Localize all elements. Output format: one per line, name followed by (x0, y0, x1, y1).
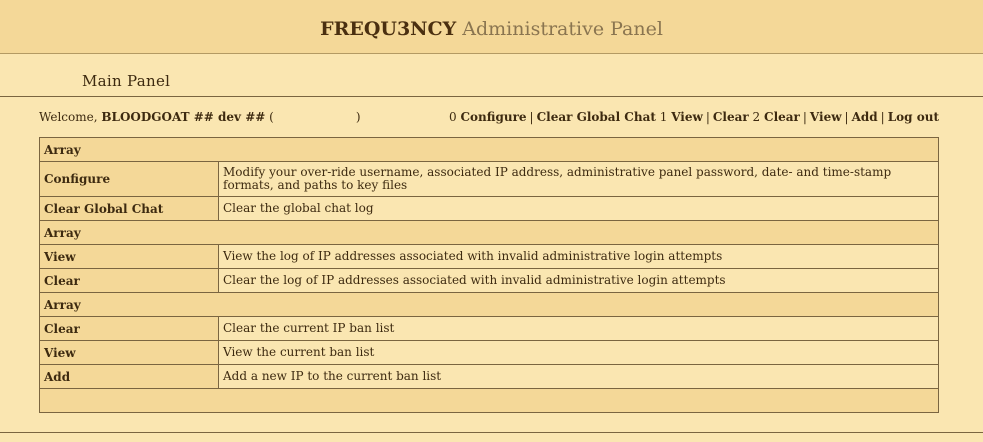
divider-top (0, 96, 983, 97)
nav-separator: | (880, 110, 885, 124)
admin-actions-table (39, 137, 939, 413)
nav-count-2: 2 (752, 110, 761, 124)
section-header: Array (40, 138, 939, 162)
nav-separator: | (529, 110, 534, 124)
nav-configure-link[interactable]: Configure (460, 110, 527, 124)
welcome-username: BLOODGOAT ## dev ## (101, 110, 266, 124)
table-row (40, 341, 939, 365)
nav-clear-ban-list-link[interactable]: Clear (764, 110, 800, 124)
nav-count-1: 1 (659, 110, 668, 124)
action-clear-global-chat[interactable]: Clear Global Chat (40, 197, 219, 221)
nav-clear-login-log-link[interactable]: Clear (712, 110, 749, 124)
table-footer (40, 389, 939, 413)
nav-separator: | (705, 110, 710, 124)
action-description: Clear the global chat log (219, 197, 939, 221)
table-row (40, 293, 939, 317)
action-view-ban-list[interactable]: View (40, 341, 219, 365)
table-row (40, 245, 939, 269)
action-view-login-log[interactable]: View (40, 245, 219, 269)
welcome-prefix: Welcome, (39, 110, 98, 124)
welcome-close-paren: ) (355, 110, 361, 124)
welcome-open-paren: ( (269, 110, 274, 124)
header-subtitle: Administrative Panel (462, 18, 663, 40)
action-configure[interactable]: Configure (40, 162, 219, 197)
nav-add-ban-link[interactable]: Add (851, 110, 878, 124)
section-header: Array (40, 221, 939, 245)
action-description: Add a new IP to the current ban list (219, 365, 939, 389)
action-description: Clear the current IP ban list (219, 317, 939, 341)
nav-separator: | (844, 110, 849, 124)
action-description: View the log of IP addresses associated with invalid administrative login attempts (219, 245, 939, 269)
nav-logout-link[interactable]: Log out (887, 110, 939, 124)
divider-bottom (0, 432, 983, 433)
section-header: Array (40, 293, 939, 317)
page-header (0, 0, 983, 54)
nav-view-ban-list-link[interactable]: View (809, 110, 842, 124)
table-row (40, 317, 939, 341)
action-clear-ban-list[interactable]: Clear (40, 317, 219, 341)
welcome-message (39, 110, 361, 124)
nav-count-0: 0 (448, 110, 457, 124)
action-description: View the current ban list (219, 341, 939, 365)
table-row (40, 197, 939, 221)
table-footer-row (40, 389, 939, 413)
table-row (40, 365, 939, 389)
action-description: Modify your over-ride username, associated IP address, administrative panel password, date- and time-stamp formats, and paths to key files (219, 162, 939, 197)
action-description: Clear the log of IP addresses associated with invalid administrative login attempts (219, 269, 939, 293)
table-row (40, 162, 939, 197)
page-title: Main Panel (82, 72, 171, 90)
nav-separator: | (802, 110, 807, 124)
nav-clear-global-chat-link[interactable]: Clear Global Chat (536, 110, 656, 124)
nav-view-login-log-link[interactable]: View (671, 110, 703, 124)
brand-name: FREQU3NCY (320, 18, 457, 40)
action-clear-login-log[interactable]: Clear (40, 269, 219, 293)
table-row (40, 221, 939, 245)
table-row (40, 269, 939, 293)
table-row (40, 138, 939, 162)
top-navigation (449, 110, 939, 124)
action-add-ban[interactable]: Add (40, 365, 219, 389)
